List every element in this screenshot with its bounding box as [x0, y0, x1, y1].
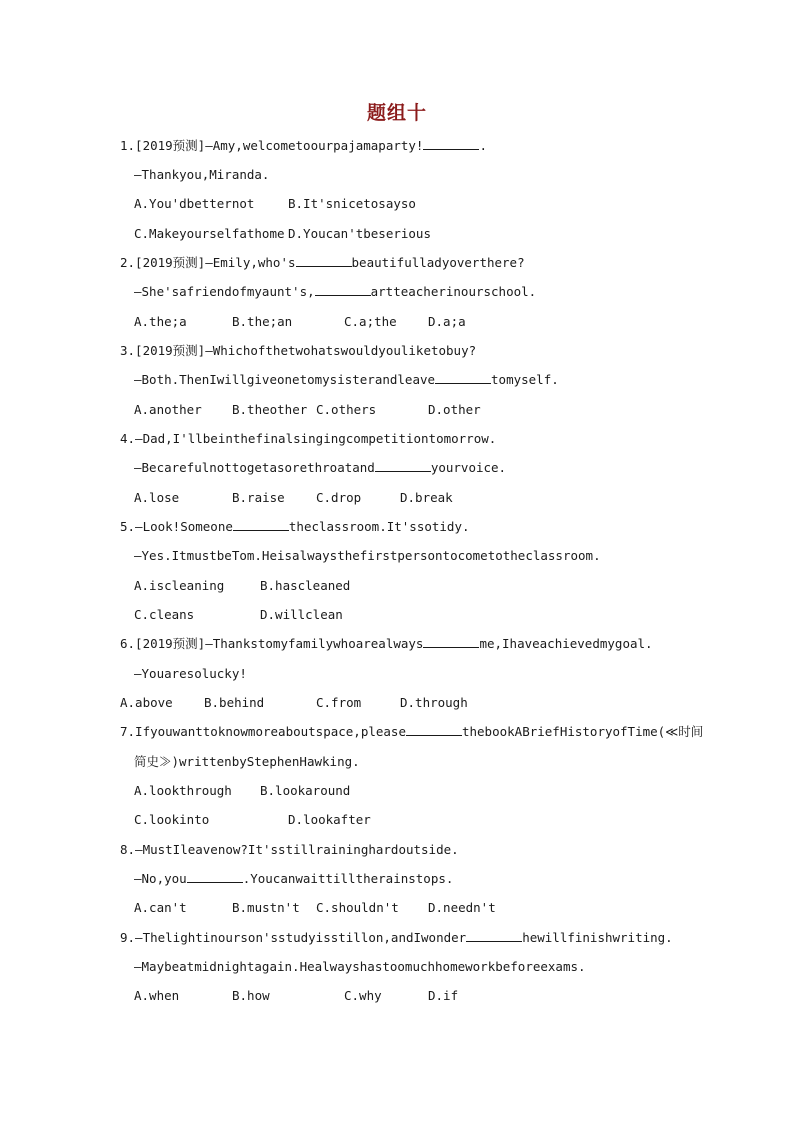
option-3c: C.others: [316, 402, 377, 417]
question-5: [120, 519, 470, 535]
option-8d: D.needn't: [428, 900, 496, 915]
question-text: 5.—Look!Someone: [120, 519, 233, 534]
option-6b: B.behind: [204, 695, 265, 710]
option-1a: A.You'dbetternot: [134, 196, 255, 211]
answer-blank: [435, 372, 491, 384]
option-9c: C.why: [344, 988, 382, 1003]
reply-2: [134, 284, 536, 300]
option-8a: A.can't: [134, 900, 187, 915]
answer-blank: [423, 636, 479, 648]
question-text: 7.Ifyouwanttoknowmoreaboutspace,please: [120, 724, 406, 739]
question-2: [120, 255, 525, 271]
question-7: [120, 724, 703, 740]
option-8c: C.shouldn't: [316, 900, 399, 915]
option-2c: C.a;the: [344, 314, 397, 329]
option-4d: D.break: [400, 490, 453, 505]
option-6a: A.above: [120, 695, 173, 710]
reply-6: —Youaresolucky!: [134, 666, 247, 681]
option-5d: D.willclean: [260, 607, 343, 622]
option-1c: C.Makeyourselfathome: [134, 226, 285, 241]
option-1d: D.Youcan'tbeserious: [288, 226, 431, 241]
answer-blank: [315, 284, 371, 296]
question-text: theclassroom.It'ssotidy.: [288, 519, 470, 534]
question-text: thebookABriefHistoryofTime(≪时间: [461, 724, 704, 739]
option-7a: A.lookthrough: [134, 783, 232, 798]
reply-text: —No,you: [134, 871, 187, 886]
option-6c: C.from: [316, 695, 362, 710]
question-3: 3.[2019预测]—Whichofthetwohatswouldyouliketobuy?: [120, 343, 477, 358]
question-4: 4.—Dad,I'llbeinthefinalsingingcompetitiontomorrow.: [120, 431, 497, 446]
question-text: 1.[2019预测]—Amy,welcometoourpajamaparty!: [120, 138, 424, 153]
answer-blank: [466, 930, 522, 942]
reply-text: —Becarefulnottogetasorethroatand: [134, 460, 375, 475]
question-6: [120, 636, 653, 652]
question-7-continued: 简史≫)writtenbyStephenHawking.: [134, 754, 360, 769]
option-4b: B.raise: [232, 490, 285, 505]
option-2b: B.the;an: [232, 314, 293, 329]
option-4a: A.lose: [134, 490, 180, 505]
question-text: 6.[2019预测]—Thankstomyfamilywhoarealways: [120, 636, 424, 651]
question-9: [120, 930, 673, 946]
question-1: [120, 138, 487, 154]
answer-blank: [406, 724, 462, 736]
option-7b: B.lookaround: [260, 783, 351, 798]
option-7c: C.lookinto: [134, 812, 210, 827]
reply-5: —Yes.ItmustbeTom.Heisalwaysthefirstpersontocometotheclassroom.: [134, 548, 601, 563]
option-5c: C.cleans: [134, 607, 195, 622]
reply-1: —Thankyou,Miranda.: [134, 167, 270, 182]
question-text: me,Ihaveachievedmygoal.: [479, 636, 653, 651]
reply-text: —She'safriendofmyaunt's,: [134, 284, 315, 299]
question-text: 2.[2019预测]—Emily,who's: [120, 255, 296, 270]
reply-text: tomyself.: [491, 372, 559, 387]
question-text: .: [479, 138, 487, 153]
option-3a: A.another: [134, 402, 202, 417]
reply-text: yourvoice.: [430, 460, 507, 475]
option-7d: D.lookafter: [288, 812, 371, 827]
reply-8: [134, 871, 453, 887]
option-5a: A.iscleaning: [134, 578, 225, 593]
option-2d: D.a;a: [428, 314, 466, 329]
option-5b: B.hascleaned: [260, 578, 351, 593]
question-8: 8.—MustIleavenow?It'sstillraininghardoutside.: [120, 842, 459, 857]
question-text: 9.—Thelightinourson'sstudyisstillon,andIwonder: [120, 930, 467, 945]
option-4c: C.drop: [316, 490, 362, 505]
answer-blank: [233, 519, 289, 531]
option-9a: A.when: [134, 988, 180, 1003]
option-3b: B.theother: [232, 402, 308, 417]
question-text: beautifulladyoverthere?: [351, 255, 525, 270]
question-text: hewillfinishwriting.: [522, 930, 673, 945]
option-9d: D.if: [428, 988, 459, 1003]
reply-3: [134, 372, 559, 388]
option-8b: B.mustn't: [232, 900, 300, 915]
page-title: 题组十: [366, 102, 427, 124]
answer-blank: [187, 871, 243, 883]
reply-text: artteacherinourschool.: [370, 284, 537, 299]
option-3d: D.other: [428, 402, 481, 417]
answer-blank: [296, 255, 352, 267]
option-2a: A.the;a: [134, 314, 187, 329]
answer-blank: [375, 460, 431, 472]
reply-4: [134, 460, 506, 476]
option-1b: B.It'snicetosayso: [288, 196, 416, 211]
reply-9: —Maybeatmidnightagain.Healwayshastoomuchhomeworkbeforeexams.: [134, 959, 586, 974]
option-9b: B.how: [232, 988, 270, 1003]
option-6d: D.through: [400, 695, 468, 710]
reply-text: —Both.ThenIwillgiveonetomysisterandleave: [134, 372, 436, 387]
reply-text: .Youcanwaittilltherainstops.: [242, 871, 454, 886]
answer-blank: [423, 138, 479, 150]
